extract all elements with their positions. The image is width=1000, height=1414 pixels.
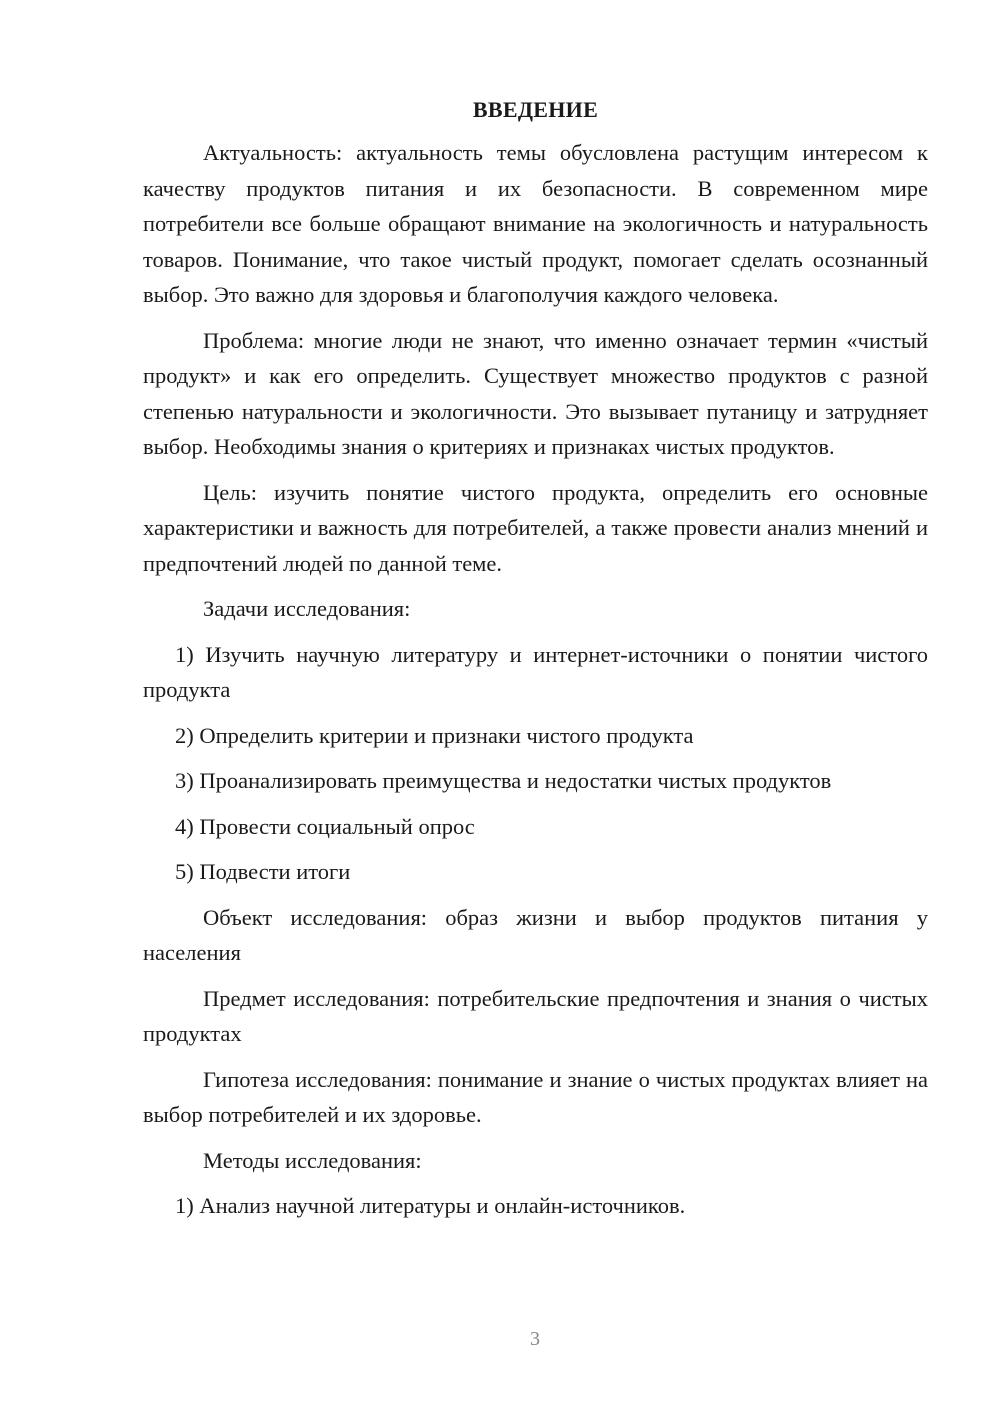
- method-item: 1) Анализ научной литературы и онлайн-источников.: [175, 1193, 686, 1218]
- paragraph-hypothesis: Гипотеза исследования: понимание и знание о чистых продуктах влияет на выбор потребителей и их здоровье.: [143, 1066, 928, 1127]
- task-item: 3) Проанализировать преимущества и недостатки чистых продуктов: [175, 768, 832, 793]
- page-title: ВВЕДЕНИЕ: [472, 97, 599, 122]
- paragraph-relevance: Актуальность: актуальность темы обусловлена растущим интересом к качеству продуктов питания и их безопасности. В современном мире потребители все больше обращают внимание на экологичность и натуральность товаров. Понимание, что такое чистый продукт, помогает сделать осознанный выбор. Это важно для здоровья и благополучия каждого человека.: [143, 140, 928, 307]
- task-item: 2) Определить критерии и признаки чистого продукта: [175, 722, 694, 748]
- page-content: [143, 92, 928, 1234]
- paragraph-goal: Цель: изучить понятие чистого продукта, определить его основные характеристики и важность для потребителей, а также провести анализ мнений и предпочтений людей по данной теме.: [143, 479, 928, 576]
- paragraph-problem: Проблема: многие люди не знают, что именно означает термин «чистый продукт» и как его определить. Существует множество продуктов с разной степенью натуральности и экологичности. Это вызывает путаницу и затрудняет выбор. Необходимы знания о критериях и признаках чистых продуктов.: [143, 327, 928, 459]
- task-item: 1) Изучить научную литературу и интернет-источники о понятии чистого продукта: [143, 641, 928, 702]
- page-number: 3: [530, 1328, 540, 1350]
- paragraph-subject: Предмет исследования: потребительские предпочтения и знания о чистых продуктах: [143, 985, 928, 1046]
- paragraph-object: Объект исследования: образ жизни и выбор продуктов питания у населения: [143, 904, 928, 965]
- task-item: 5) Подвести итоги: [175, 859, 351, 884]
- methods-heading: Методы исследования:: [203, 1147, 422, 1173]
- tasks-heading: Задачи исследования:: [203, 596, 411, 621]
- task-item: 4) Провести социальный опрос: [175, 813, 475, 839]
